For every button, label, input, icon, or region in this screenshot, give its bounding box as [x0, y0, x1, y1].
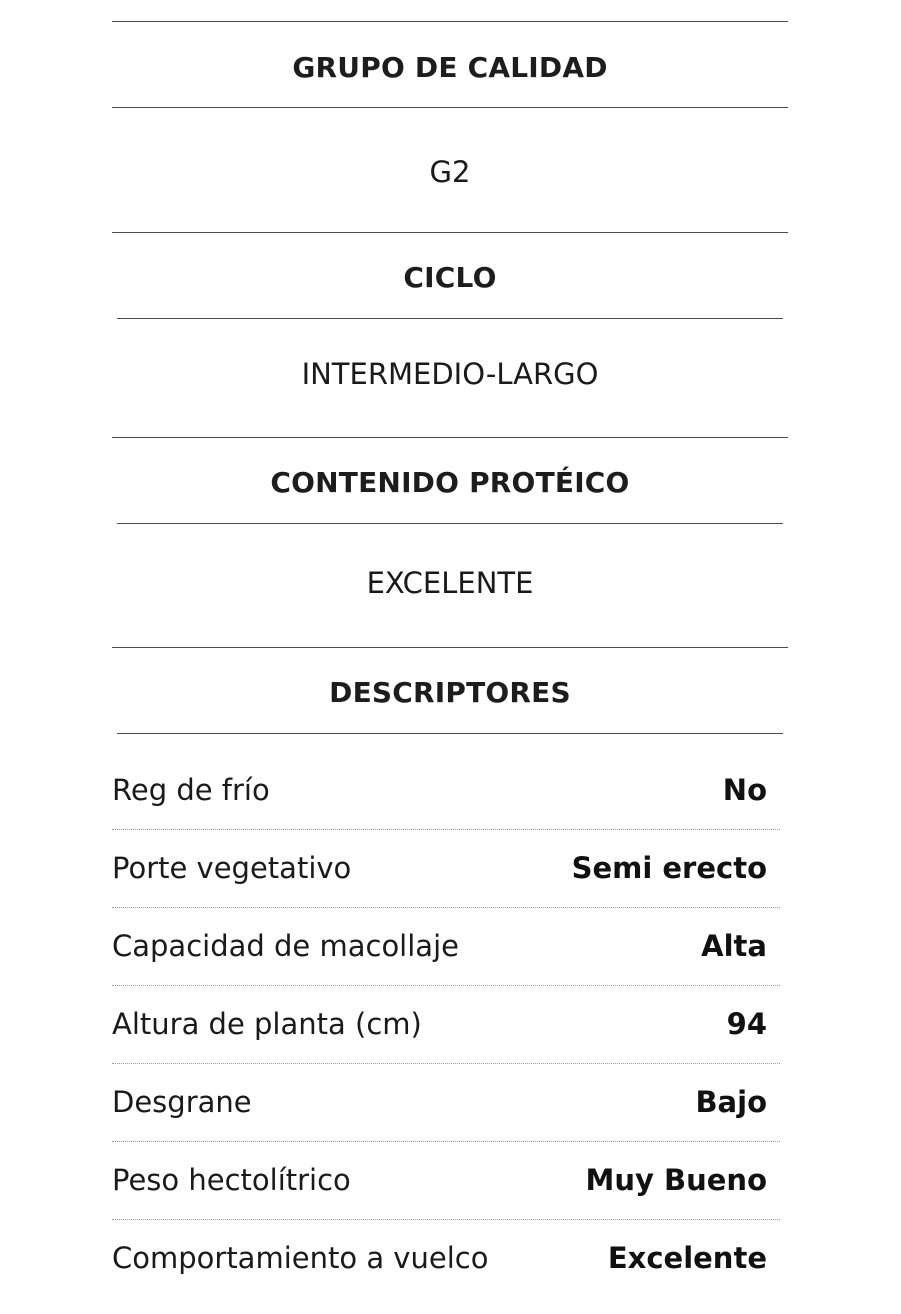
descriptor-row-porte-vegetativo	[112, 830, 780, 908]
descriptor-label: Comportamiento a vuelco	[112, 1241, 489, 1275]
descriptor-row-peso-hectolitrico	[112, 1142, 780, 1220]
section-value-ciclo: INTERMEDIO-LARGO	[301, 357, 599, 391]
section-value-grupo-de-calidad: G2	[429, 155, 471, 189]
descriptor-row-desgrane	[112, 1064, 780, 1142]
descriptores-list	[112, 752, 780, 1297]
divider	[117, 318, 783, 319]
section-heading-grupo-de-calidad: GRUPO DE CALIDAD	[292, 51, 608, 84]
divider	[117, 733, 783, 734]
descriptor-value: Alta	[701, 929, 767, 963]
section-heading-ciclo: CICLO	[403, 261, 497, 294]
section-heading-contenido-proteico: CONTENIDO PROTÉICO	[270, 466, 630, 499]
divider	[112, 647, 788, 648]
divider-top	[112, 21, 788, 22]
descriptor-label: Altura de planta (cm)	[112, 1007, 422, 1041]
descriptor-label: Porte vegetativo	[112, 851, 352, 885]
descriptor-value: 94	[726, 1007, 767, 1041]
divider	[112, 437, 788, 438]
divider	[112, 107, 788, 108]
divider	[112, 232, 788, 233]
descriptor-label: Capacidad de macollaje	[112, 929, 459, 963]
descriptor-row-reg-de-frio	[112, 752, 780, 830]
descriptor-value: No	[722, 773, 767, 807]
descriptor-row-altura-de-planta	[112, 986, 780, 1064]
descriptor-value: Bajo	[695, 1085, 767, 1119]
descriptor-row-capacidad-de-macollaje	[112, 908, 780, 986]
descriptor-label: Reg de frío	[112, 773, 270, 807]
descriptor-row-comportamiento-a-vuelco	[112, 1220, 780, 1297]
section-value-contenido-proteico: EXCELENTE	[366, 566, 534, 600]
divider	[117, 523, 783, 524]
section-heading-descriptores: DESCRIPTORES	[329, 676, 571, 709]
descriptor-value: Excelente	[607, 1241, 767, 1275]
descriptor-value: Semi erecto	[571, 851, 767, 885]
descriptor-value: Muy Bueno	[585, 1163, 767, 1197]
descriptor-label: Desgrane	[112, 1085, 252, 1119]
descriptor-label: Peso hectolítrico	[112, 1163, 351, 1197]
